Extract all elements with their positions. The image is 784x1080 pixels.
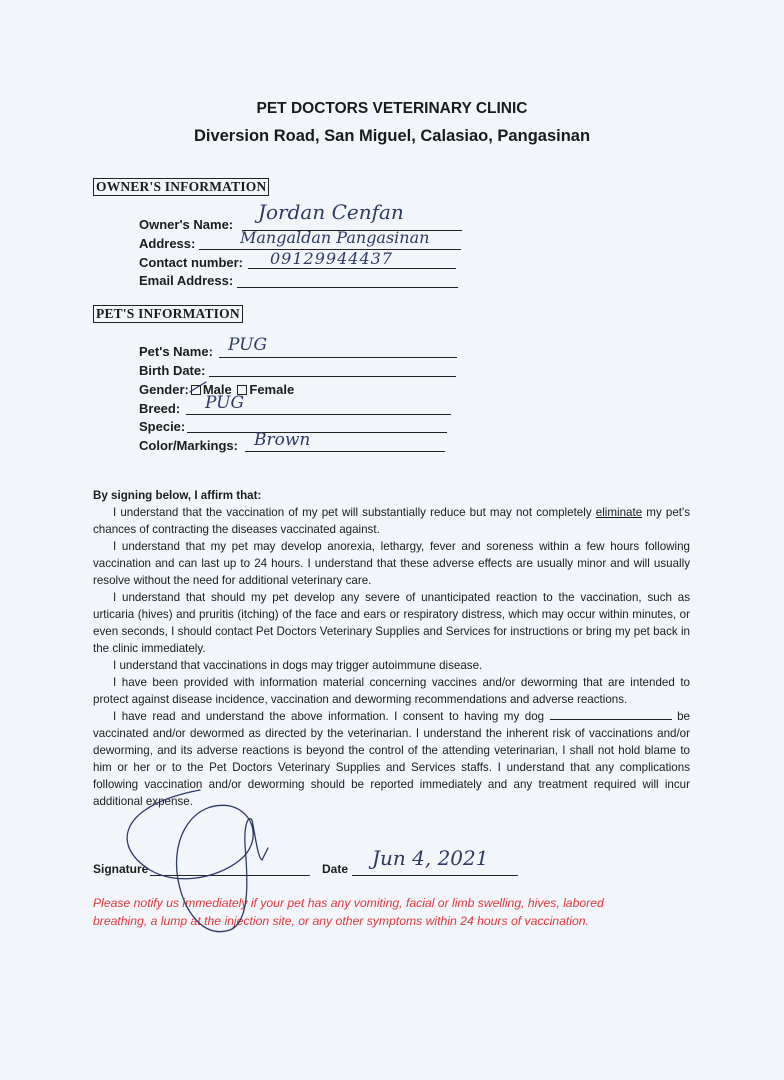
owner-contact-label: Contact number:: [139, 255, 243, 270]
consent-paragraph-5: I have been provided with information material concerning vaccines and/or deworming that are intended to protect against disease incidence, vaccination and deworming recommendations and adverse reactions.: [93, 676, 690, 706]
color-markings-line: [245, 451, 445, 452]
owner-address-value: Mangaldan Pangasinan: [240, 228, 430, 247]
color-markings-label: Color/Markings:: [139, 438, 238, 453]
female-label: Female: [249, 382, 295, 397]
male-checkbox[interactable]: [191, 385, 201, 395]
breed-line: [186, 414, 451, 415]
male-label: Male: [202, 382, 232, 397]
consent-intro: By signing below, I affirm that:: [93, 489, 262, 502]
consent-text: [93, 487, 690, 810]
breed-label: Breed:: [139, 401, 181, 416]
birth-date-label: Birth Date:: [139, 363, 206, 378]
clinic-address: Diversion Road, San Miguel, Calasiao, Pangasinan: [193, 127, 591, 145]
specie-label: Specie:: [139, 419, 186, 434]
owner-email-label: Email Address:: [139, 273, 234, 288]
owner-contact-line: [248, 268, 456, 269]
specie-line: [187, 432, 447, 433]
breed-value: PUG: [205, 393, 245, 413]
dog-name-blank[interactable]: [550, 709, 672, 720]
signature-line[interactable]: [150, 875, 310, 876]
owner-name-label: Owner's Name:: [139, 217, 234, 232]
birth-date-line: [209, 376, 456, 377]
pet-name-label: Pet's Name:: [139, 344, 213, 359]
post-vaccination-notice: Please notify us immediately if your pet has any vomiting, facial or limb swelling, hives, labored breathing, a lump at the injection site, or any other symptoms within 24 hours of vaccination.: [93, 896, 604, 928]
clinic-name: PET DOCTORS VETERINARY CLINIC: [256, 100, 528, 117]
signature-label: Signature: [93, 862, 149, 876]
color-markings-value: Brown: [254, 430, 311, 450]
date-line: [352, 875, 518, 876]
pet-name-value: PUG: [228, 335, 268, 355]
consent-paragraph-1: I understand that the vaccination of my pet will substantially reduce but may not completely eliminate my pet's chances of contracting the diseases vaccinated against.: [93, 506, 690, 536]
consent-paragraph-2: I understand that my pet may develop anorexia, lethargy, fever and soreness within a few hours following vaccination and can last up to 24 hours. I understand that these adverse effects are usually minor and will usually resolve without the need for additional veterinary care.: [93, 540, 690, 587]
owner-address-label: Address:: [139, 236, 196, 251]
owner-email-line: [237, 287, 458, 288]
consent-paragraph-4: I understand that vaccinations in dogs may trigger autoimmune disease.: [113, 659, 483, 672]
date-label: Date: [322, 862, 349, 876]
owner-name-value: Jordan Cenfan: [258, 200, 404, 224]
owner-contact-value: 09129944437: [270, 249, 393, 268]
consent-paragraph-6: I have read and understand the above information. I consent to having my dog be vaccinated and/or dewormed as directed by the veterinarian. I understand the inherent risk of vaccinations and/or deworming, and its adverse reactions is beyond the control of the attending veterinarian, I shall not hold blame to him or her or to the Pet Doctors Veterinary Supplies and Services staffs. I understand that any complications following vaccination and/or deworming should be reported immediately and any treatment required will incur additional expense.: [93, 710, 690, 808]
owner-section-heading: OWNER'S INFORMATION: [93, 178, 269, 196]
pet-name-line: [219, 357, 457, 358]
pet-section-heading: PET'S INFORMATION: [93, 305, 243, 323]
gender-label: Gender:: [139, 382, 189, 397]
date-value: Jun 4, 2021: [372, 846, 489, 870]
consent-paragraph-3: I understand that should my pet develop any severe of unanticipated reaction to the vaccination, such as urticaria (hives) and pruritis (itching) of the face and ears or respiratory distress, which may occur within minutes, or even seconds, I should contact Pet Doctors Veterinary Supplies and Services for instructions or bring my pet back in the clinic immediately.: [93, 591, 690, 655]
